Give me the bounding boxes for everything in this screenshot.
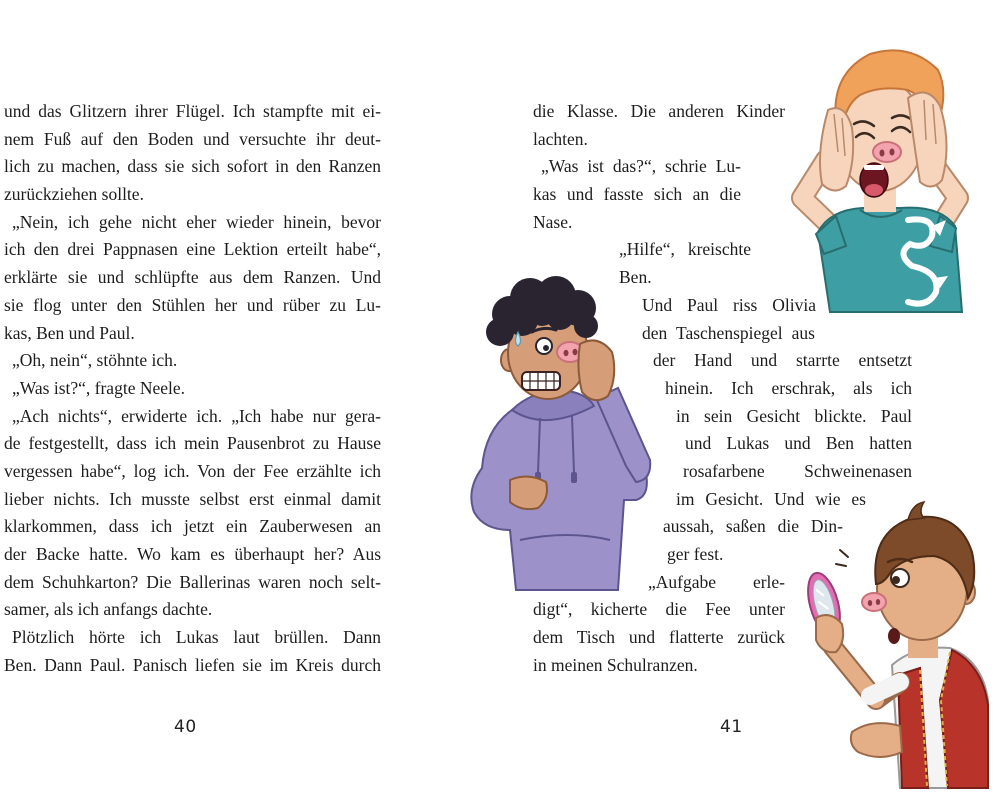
text-line: aussah, saßen die Din- xyxy=(663,516,843,537)
lower-hand xyxy=(851,723,902,757)
text-line: den Taschenspiegel aus xyxy=(642,322,815,343)
text-line: der Backe hatte. Wo kam es überhaupt her? Aus xyxy=(4,544,381,564)
right-page-number: 41 xyxy=(720,717,743,737)
text-line: erklärte sie und schlüpfte aus dem Ranzen. Und xyxy=(4,267,381,288)
text-line: in sein Gesicht blickte. Paul xyxy=(676,405,912,426)
text-line: vergessen habe“, log ich. Von der Fee erzählte ich xyxy=(4,460,381,481)
text-line: in meinen Schulranzen. xyxy=(533,654,698,675)
text-line: klarkommen, dass ich jetzt ein Zauberwesen an xyxy=(4,516,381,537)
text-line: und Lukas und Ben hatten xyxy=(685,433,912,454)
text-line: rosafarbene Schweinenasen xyxy=(683,460,912,481)
text-line: „Aufgabe erle- xyxy=(648,571,785,592)
text-line: ger fest. xyxy=(667,544,724,564)
text-line: Plötzlich hörte ich Lukas laut brüllen. Dann xyxy=(12,627,381,648)
text-line: de festgestellt, dass ich mein Pausenbrot zu Hause xyxy=(4,433,381,454)
text-line: lieber nichts. Ich musste selbst erst einmal damit xyxy=(4,488,381,509)
right-page-text xyxy=(0,98,1000,679)
text-line: „Was ist?“, fragte Neele. xyxy=(12,377,186,398)
text-line: sie flog unter den Stühlen her und rüber zu Lu- xyxy=(4,294,381,315)
text-line: zurückziehen sollte. xyxy=(4,184,144,205)
text-line: im Gesicht. Und wie es xyxy=(676,488,866,509)
text-line: Und Paul riss Olivia xyxy=(642,294,816,315)
text-line: der Hand und starrte entsetzt xyxy=(653,350,912,371)
text-line: Ben. Dann Paul. Panisch liefen sie im Kreis durch xyxy=(4,654,381,675)
text-line: „Nein, ich gehe nicht eher wieder hinein, bevor xyxy=(12,211,381,232)
text-line: dem Tisch und flatterte zurück xyxy=(533,627,785,648)
text-line: „Was ist das?“, schrie Lu- xyxy=(541,156,741,177)
text-line: und das Glitzern ihrer Flügel. Ich stampfte mit ei- xyxy=(4,101,381,121)
text-line: „Ach nichts“, erwiderte ich. „Ich habe nur gera- xyxy=(12,405,381,426)
text-line: lich zu machen, dass sie sich sofort in den Ranzen xyxy=(4,156,381,177)
text-line: ich den drei Pappnasen eine Lektion erteilt habe“, xyxy=(4,239,381,260)
text-line: Nase. xyxy=(533,211,573,232)
text-line: kas, Ben und Paul. xyxy=(4,322,135,343)
text-line: kas und fasste sich an die xyxy=(533,184,741,205)
text-line: „Oh, nein“, stöhnte ich. xyxy=(12,350,178,371)
text-line: lachten. xyxy=(533,128,588,149)
text-line: hinein. Ich erschrak, als ich xyxy=(665,377,912,398)
text-line: die Klasse. Die anderen Kinder xyxy=(533,101,785,121)
left-page-number: 40 xyxy=(174,717,197,737)
text-line: digt“, kicherte die Fee unter xyxy=(533,599,785,620)
text-line: samer, als ich anfangs dachte. xyxy=(4,599,213,620)
text-line: nem Fuß auf den Boden und versuchte ihr deut- xyxy=(4,128,381,149)
text-line: Ben. xyxy=(619,267,652,288)
text-line: dem Schuhkarton? Die Ballerinas waren noch selt- xyxy=(4,571,381,592)
text-line: „Hilfe“, kreischte xyxy=(619,239,751,260)
